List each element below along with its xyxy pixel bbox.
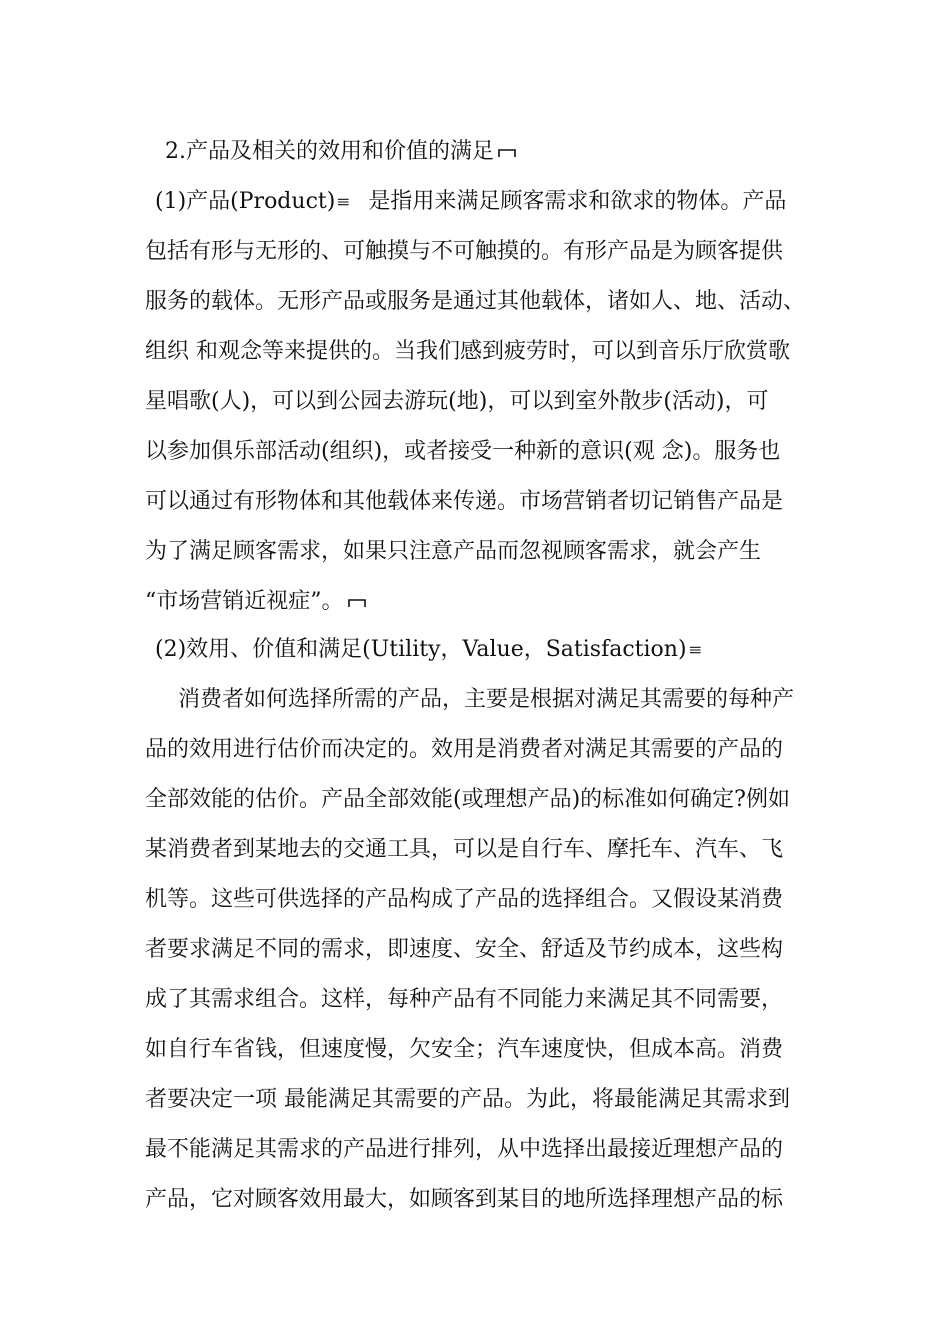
subsection-2-line: 品的效用进行估价而决定的。效用是消费者对满足其需要的产品的 bbox=[145, 737, 784, 762]
subsection-1-last-line bbox=[145, 587, 366, 617]
subsection-1-line: 服务的载体。无形产品或服务是通过其他载体，诸如人、地、活动、 bbox=[145, 289, 806, 314]
paragraph-mark-icon bbox=[498, 146, 516, 158]
subsection-1-line: 组织 和观念等来提供的。当我们感到疲劳时，可以到音乐厅欣赏歌 bbox=[145, 339, 790, 364]
section-heading bbox=[165, 137, 516, 167]
subsection-2-line: 者要求满足不同的需求，即速度、安全、舒适及节约成本，这些构 bbox=[145, 937, 784, 962]
subsection-1-line: 是指用来满足顾客需求和欲求的物体。产品 bbox=[368, 189, 787, 214]
subsection-2-line: 如自行车省钱，但速度慢，欠安全；汽车速度快，但成本高。消费 bbox=[145, 1037, 784, 1062]
subsection-2-line: 最不能满足其需求的产品进行排列，从中选择出最接近理想产品的 bbox=[145, 1137, 784, 1162]
subsection-1-line: 可以通过有形物体和其他载体来传递。市场营销者切记销售产品是 bbox=[145, 489, 784, 514]
subsection-1-line: 为了满足顾客需求，如果只注意产品而忽视顾客需求，就会产生 bbox=[145, 539, 762, 564]
subsection-1-first-line bbox=[155, 187, 786, 217]
subsection-2-line: 机等。这些可供选择的产品构成了产品的选择组合。又假设某消费 bbox=[145, 887, 784, 912]
paragraph-mark-icon bbox=[348, 596, 366, 608]
subsection-2-heading: (2)效用、价值和满足(Utility，Value，Satisfaction) bbox=[155, 637, 687, 662]
subsection-2-line: 产品，它对顾客效用最大，如顾客到某目的地所选择理想产品的标 bbox=[145, 1187, 784, 1212]
section-heading-text: 2.产品及相关的效用和价值的满足 bbox=[165, 139, 494, 164]
subsection-2-line: 消费者如何选择所需的产品，主要是根据对满足其需要的每种产 bbox=[178, 687, 795, 712]
tab-arrow-icon bbox=[337, 196, 353, 208]
subsection-2-line: 者要决定一项 最能满足其需要的产品。为此，将最能满足其需求到 bbox=[145, 1087, 790, 1112]
subsection-1-line: 以参加俱乐部活动(组织)，或者接受一种新的意识(观 念)。服务也 bbox=[145, 439, 781, 464]
subsection-2-heading-line bbox=[155, 635, 705, 665]
subsection-2-line: 全部效能的估价。产品全部效能(或理想产品)的标准如何确定?例如 bbox=[145, 787, 790, 812]
subsection-1-heading: (1)产品(Product) bbox=[155, 189, 336, 214]
subsection-2-line: 某消费者到某地去的交通工具，可以是自行车、摩托车、汽车、飞 bbox=[145, 837, 784, 862]
subsection-1-line: “市场营销近视症”。 bbox=[145, 589, 344, 614]
subsection-1-line: 星唱歌(人)，可以到公园去游玩(地)，可以到室外散步(活动)，可 bbox=[145, 389, 769, 414]
tab-arrow-icon bbox=[689, 644, 705, 656]
subsection-1-line: 包括有形与无形的、可触摸与不可触摸的。有形产品是为顾客提供 bbox=[145, 239, 784, 264]
subsection-2-line: 成了其需求组合。这样，每种产品有不同能力来满足其不同需要， bbox=[145, 987, 784, 1012]
